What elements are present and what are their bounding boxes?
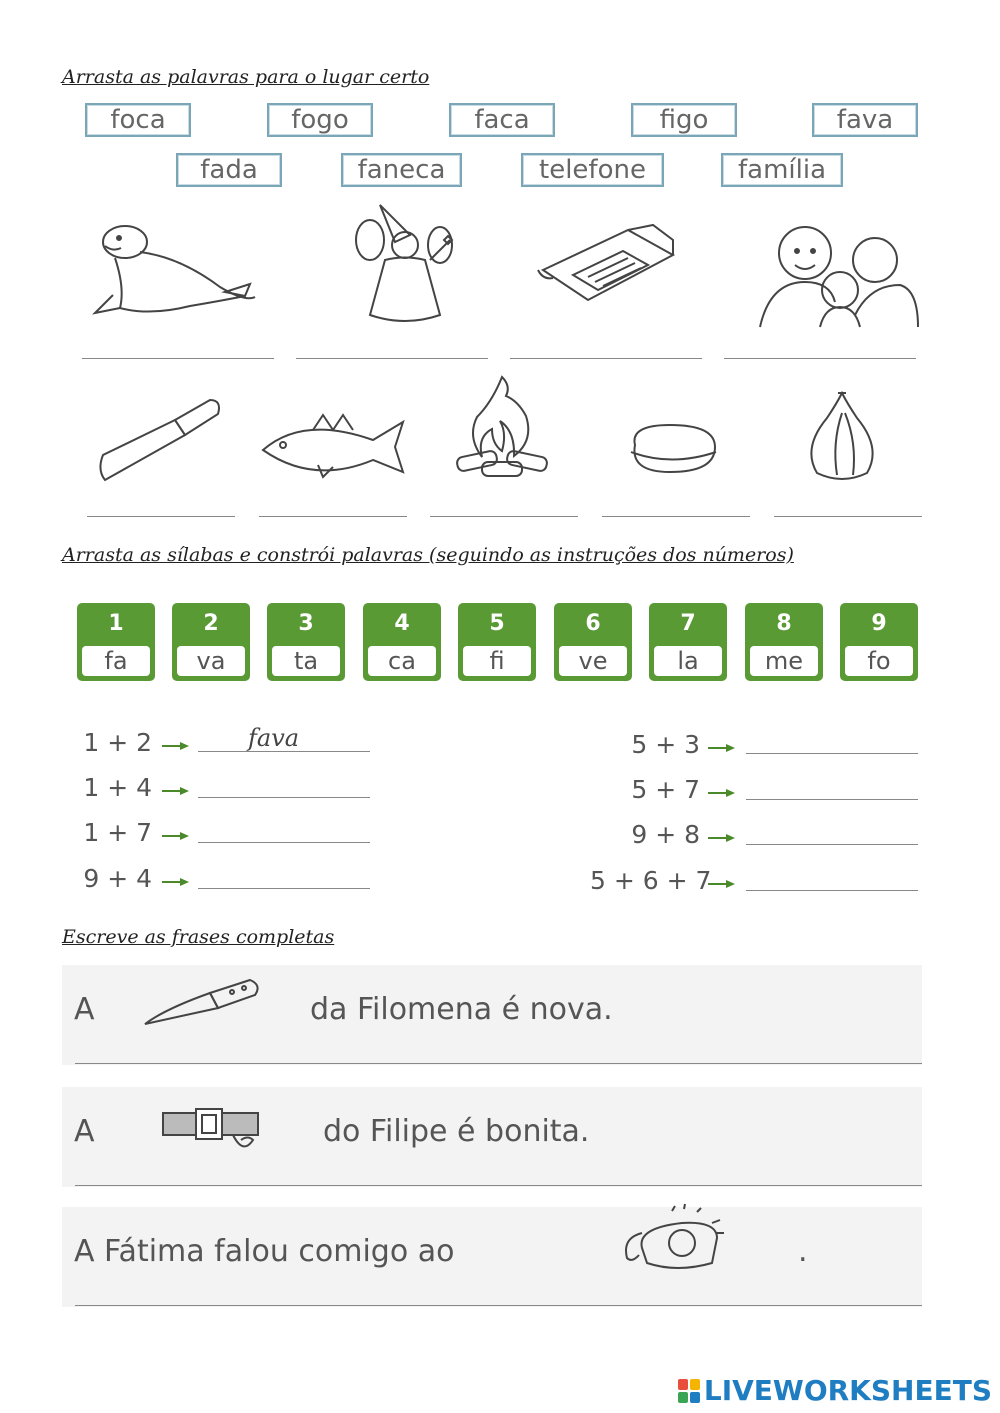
answer-line[interactable] xyxy=(75,1185,922,1186)
answer-line[interactable] xyxy=(746,799,918,800)
word-chip[interactable]: figo xyxy=(631,103,737,137)
syllable-tile[interactable] xyxy=(363,603,441,681)
instruction-drag-words: Arrasta as palavras para o lugar certo xyxy=(62,66,430,88)
syllable-expression: 1 + 4 xyxy=(83,773,152,802)
syllable-tile[interactable] xyxy=(745,603,823,681)
answer-line[interactable] xyxy=(296,358,488,359)
syllable-text: me xyxy=(750,646,818,676)
liveworksheets-logo-icon xyxy=(678,1379,700,1403)
syllable-text: ta xyxy=(272,646,340,676)
belt-icon xyxy=(158,1105,263,1157)
answer-line[interactable] xyxy=(87,516,235,517)
syllable-tile[interactable] xyxy=(267,603,345,681)
syllable-expression: 5 + 7 xyxy=(631,775,700,804)
syllable-number: 3 xyxy=(298,611,314,636)
syllable-text: fo xyxy=(845,646,913,676)
sentence-end: . xyxy=(798,1234,808,1269)
answer-line[interactable] xyxy=(198,888,370,889)
syllable-expression: 5 + 3 xyxy=(631,730,700,759)
syllable-expression: 1 + 2 xyxy=(83,728,152,757)
answer-line[interactable] xyxy=(746,844,918,845)
answer-line[interactable] xyxy=(510,358,702,359)
answer-line[interactable] xyxy=(75,1305,922,1306)
syllable-text: va xyxy=(177,646,245,676)
syllable-text: ve xyxy=(559,646,627,676)
sentence-start: A xyxy=(74,992,95,1027)
family-icon xyxy=(755,215,920,330)
arrow-right-icon xyxy=(708,833,736,843)
syllable-text: fa xyxy=(82,646,150,676)
syllable-tile[interactable] xyxy=(649,603,727,681)
answer-line[interactable] xyxy=(198,842,370,843)
syllable-expression: 9 + 8 xyxy=(631,820,700,849)
instruction-drag-syllables: Arrasta as sílabas e constrói palavras (seguindo as instruções dos números) xyxy=(62,544,794,566)
campfire-icon xyxy=(452,372,552,482)
syllable-expression: 9 + 4 xyxy=(83,864,152,893)
liveworksheets-logo[interactable] xyxy=(678,1374,992,1407)
answer-line[interactable] xyxy=(724,358,916,359)
sentence-start: A xyxy=(74,1114,95,1149)
sentence-start: A Fátima falou comigo ao xyxy=(74,1234,455,1269)
instruction-write-sentences: Escreve as frases completas xyxy=(62,926,335,948)
fairy-icon xyxy=(340,200,460,325)
arrow-right-icon xyxy=(162,877,190,887)
word-chip[interactable]: telefone xyxy=(521,153,664,187)
word-chip[interactable]: família xyxy=(721,153,843,187)
syllable-text: ca xyxy=(368,646,436,676)
syllable-tile[interactable] xyxy=(77,603,155,681)
telephone-icon xyxy=(533,215,678,305)
syllable-tile[interactable] xyxy=(172,603,250,681)
word-chip[interactable]: fada xyxy=(176,153,282,187)
syllable-tile[interactable] xyxy=(554,603,632,681)
arrow-right-icon xyxy=(162,741,190,751)
answer-line[interactable] xyxy=(746,890,918,891)
fish-icon xyxy=(258,405,406,480)
seal-icon xyxy=(85,212,260,322)
syllable-tile[interactable] xyxy=(840,603,918,681)
knife-icon xyxy=(95,395,225,485)
answer-line[interactable] xyxy=(774,516,922,517)
syllable-number: 1 xyxy=(108,611,124,636)
syllable-number: 2 xyxy=(203,611,219,636)
answer-line[interactable] xyxy=(602,516,750,517)
answer-line[interactable] xyxy=(75,1063,922,1064)
fig-icon xyxy=(800,388,885,483)
arrow-right-icon xyxy=(162,786,190,796)
word-chip[interactable]: faca xyxy=(449,103,555,137)
arrow-right-icon xyxy=(708,788,736,798)
bean-icon xyxy=(625,420,720,480)
word-chip[interactable]: fava xyxy=(812,103,918,137)
word-chip[interactable]: foca xyxy=(85,103,191,137)
arrow-right-icon xyxy=(708,879,736,889)
sentence-end: da Filomena é nova. xyxy=(310,992,613,1027)
arrow-right-icon xyxy=(708,743,736,753)
syllable-number: 5 xyxy=(489,611,505,636)
syllable-number: 9 xyxy=(871,611,887,636)
syllable-text: fi xyxy=(463,646,531,676)
answer-line[interactable] xyxy=(198,797,370,798)
answer-line[interactable] xyxy=(82,358,274,359)
arrow-right-icon xyxy=(162,831,190,841)
syllable-tile[interactable] xyxy=(458,603,536,681)
syllable-expression: 5 + 6 + 7 xyxy=(590,866,712,895)
syllable-number: 8 xyxy=(776,611,792,636)
telephone-icon xyxy=(612,1203,727,1278)
syllable-number: 4 xyxy=(394,611,410,636)
syllable-number: 6 xyxy=(585,611,601,636)
pocket-knife-icon xyxy=(140,978,262,1028)
sentence-end: do Filipe é bonita. xyxy=(323,1114,590,1149)
syllable-expression: 1 + 7 xyxy=(83,818,152,847)
answer-line[interactable] xyxy=(259,516,407,517)
example-answer: fava xyxy=(248,724,300,752)
syllable-number: 7 xyxy=(680,611,696,636)
brand-name: LIVEWORKSHEETS xyxy=(703,1374,992,1407)
word-chip[interactable]: faneca xyxy=(341,153,462,187)
answer-line[interactable] xyxy=(430,516,578,517)
answer-line[interactable] xyxy=(198,751,370,752)
syllable-text: la xyxy=(654,646,722,676)
word-chip[interactable]: fogo xyxy=(267,103,373,137)
answer-line[interactable] xyxy=(746,753,918,754)
